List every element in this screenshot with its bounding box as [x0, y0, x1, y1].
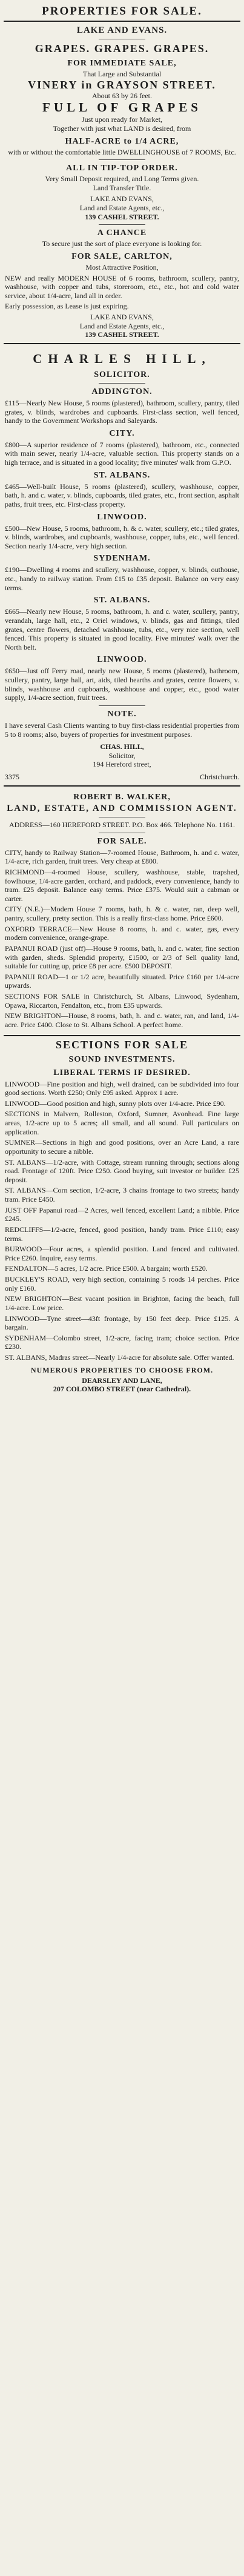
divider [99, 224, 145, 225]
advertiser-name: CHARLES HILL, [33, 351, 211, 366]
list-item: FENDALTON—5 acres, 1/2 acre. Price £500. A bargain; worth £520. [5, 1264, 208, 1273]
divider [99, 705, 145, 706]
signature: 139 CASHEL STREET. [85, 330, 159, 339]
closing-line: NUMEROUS PROPERTIES TO CHOOSE FROM. [30, 1365, 214, 1374]
text-line: Very Small Deposit required, and Long Terms given. [45, 175, 199, 184]
list-item: CITY (N.E.)—Modern House 7 rooms, bath, h. & c. water, ran, deep well, pantry, scullery, pretty section. This is a really first-class home. Price £600. [5, 905, 239, 922]
list-item: RICHMOND—4-roomed House, scullery, washhouse, stable, trapshed, fowlhouse, 1/4-acre garden, orchard, and paddock, every convenience, handy to tram. £25 deposit. Balance easy terms. Price £375. Would suit a cabman or carter. [5, 867, 239, 903]
text-line: Land Transfer Title. [93, 183, 151, 192]
divider [99, 383, 145, 384]
list-item: CITY, handy to Railway Station—7-roomed House, Bathroom, h. and c. water, 1/4-acre, rich garden, fruit trees. Very cheap at £800. [5, 848, 239, 866]
column-title: PROPERTIES FOR SALE. [4, 4, 240, 22]
listing-title: CITY. [109, 428, 135, 438]
listing-title: LINWOOD. [97, 512, 147, 522]
headline: FULL OF GRAPES [42, 100, 202, 115]
listing-text: £665—Nearly new House, 5 rooms, bathroom, h. and c. water, scullery, pantry, verandah, large hall, etc., 2 Oriel windows, v. blinds, gas and fittings, tiled grates, centre flowers, detached washhouse, tubs, etc., very nice section, well fenced. This property is situated in good locality. Five minutes' walk over the North belt. [5, 607, 239, 651]
listing-text: £115—Nearly New House, 5 rooms (plastered), bathroom, scullery, pantry, tiled grates, v. blinds, wardrobes and cupboards. First-class section, well fenced, handy to the Government Workshops and Saleyards. [5, 398, 239, 425]
list-item: SECTIONS in Malvern, Rolleston, Oxford, Sumner, Avonhead. Fine large areas, 1/2-acre up to 5 acres; all small, and all sound. Full particulars on application. [5, 1110, 239, 1136]
advert-dearsley-and-lane [4, 1036, 240, 1397]
headline: VINERY in GRAYSON STREET. [28, 78, 216, 91]
listing-section [5, 655, 239, 702]
list-item: PAPANUI ROAD—1 or 1/2 acre, beautifully situated. Price £160 per 1/4-acre upwards. [5, 972, 239, 990]
advert-lake-and-evans [4, 22, 240, 344]
subheading: LIBERAL TERMS IF DESIRED. [53, 1068, 191, 1077]
list-item: LINWOOD—Good position and high, sunny plots over 1/4-acre. Price £90. [5, 1099, 226, 1108]
signature: Land and Estate Agents, etc., [79, 321, 165, 330]
signature: LAKE AND EVANS, [90, 313, 154, 321]
listing-title: ADDINGTON. [91, 387, 153, 396]
subheading: FOR SALE, CARLTON, [71, 251, 173, 261]
reference-place: Christchurch. [200, 773, 239, 781]
section-heading: FOR SALE. [97, 836, 147, 846]
signature: 139 CASHEL STREET. [85, 212, 159, 221]
listing-text: £800—A superior residence of 7 rooms (plastered), bathroom, etc., connected with main sewer, nearly 1/4-acre, valuable section. This property stands on a high terrace, and is situated in a good locality; five minutes' walk from G.P.O. [5, 440, 239, 467]
text-line: That Large and Substantial [82, 70, 162, 78]
subheading: ALL IN TIP-TOP ORDER. [66, 164, 178, 173]
signature: LAKE AND EVANS, [90, 195, 154, 204]
advert-robert-walker [4, 787, 240, 1036]
divider [99, 159, 145, 160]
list-item: PAPANUI ROAD (just off)—House 9 rooms, bath, h. and c. water, fine section with garden, sheds. Splendid property, £1500, or 2/3 of Sell quality land, suitable for cutting up, price £8 per acre. £500 DEPOSIT. [5, 944, 239, 971]
advertiser-title: LAND, ESTATE, AND COMMISSION AGENT. [7, 804, 237, 813]
listing-section [5, 471, 239, 509]
firm-address: 207 COLOMBO STREET (near Cathedral). [53, 1385, 191, 1394]
signature-role: Solicitor, [108, 751, 136, 760]
list-item: NEW BRIGHTON—House, 8 rooms, bath, h. and c. water, ran, and land, 1/4-acre. Price £400. Close to St. Albans School. A perfect home. [5, 1011, 239, 1029]
listing-title: SYDENHAM. [93, 554, 151, 564]
listing-section [5, 596, 239, 651]
listing-section [5, 513, 239, 551]
listing-section [5, 429, 239, 467]
list-item: SECTIONS FOR SALE in Christchurch, St. Albans, Linwood, Sydenham, Opawa, Riccarton, Fendalton, etc., from £35 upwards. [5, 992, 239, 1010]
text-line: Together with just what LAND is desired, from [53, 124, 191, 133]
signature: Land and Estate Agents, etc., [79, 204, 165, 212]
paragraph: Early possession, as Lease is just expiring. [5, 302, 129, 311]
listing-title: LINWOOD. [97, 655, 147, 665]
list-item: OXFORD TERRACE—New House 8 rooms, h. and c. water, gas, every modern convenience, orange-grape. [5, 924, 239, 942]
newspaper-column [4, 4, 240, 2569]
signature-name: CHAS. HILL, [100, 742, 144, 751]
advertiser-name: ROBERT B. WALKER, [73, 793, 171, 802]
listing-section [5, 554, 239, 592]
property-list [5, 1080, 239, 1362]
list-item: SUMNER—Sections in high and good positions, over an Acre Land, a rare opportunity to secure a nibble. [5, 1138, 239, 1156]
listing-sections [5, 387, 239, 702]
list-item: NEW BRIGHTON—Best vacant position in Brighton, facing the beach, full 1/4-acre. Low price. [5, 1294, 239, 1312]
list-item: ST. ALBANS—Corn section, 1/2-acre, 3 chains frontage to two streets; handy tram. Price £450. [5, 1186, 239, 1203]
subheading: A CHANCE [97, 228, 147, 238]
list-item: LINWOOD—Fine position and high, well drained, can be subdivided into four good sections. Worth £250; Only £95 asked. Approx 1 acre. [5, 1079, 239, 1097]
advertiser-name: LAKE AND EVANS. [76, 25, 168, 35]
note-title: NOTE. [107, 709, 137, 719]
reference-number: 3375 [5, 773, 19, 781]
list-item: ST. ALBANS—1/2-acre, with Cottage, stream running through; sections along road. Frontage of 120ft. Price £250. Good buying, suit investor or builder. £25 deposit. [5, 1157, 239, 1184]
text-line: About 63 by 26 feet. [92, 91, 152, 100]
advertiser-role: SOLICITOR. [94, 370, 150, 379]
headline: SECTIONS FOR SALE [55, 1038, 189, 1051]
subheading: FOR IMMEDIATE SALE, [67, 59, 177, 68]
firm-name: DEARSLEY AND LANE, [82, 1376, 162, 1385]
list-item: BURWOOD—Four acres, a splendid position. Land fenced and cultivated. Price £260. Inquire, easy terms. [5, 1245, 239, 1262]
list-item: ST. ALBANS, Madras street—Nearly 1/4-acre for absolute sale. Offer wanted. [5, 1353, 234, 1362]
paragraph: NEW and really MODERN HOUSE of 6 rooms, bathroom, scullery, pantry, washhouse, with copper and tubs, storeroom, etc., etc., hot and cold water service, about 1/4-acre, land all in order. [5, 273, 239, 300]
listing-text: £465—Well-built House, 5 rooms (plastered), scullery, washhouse, copper, bath, h. and c. water, v. blinds, cupboards, tiled grates, etc., front section, asphalt paths, fruit trees, etc. First-class property. [5, 482, 239, 508]
list-item: BUCKLEY'S ROAD, very high section, containing 5 roods 14 perches. Price only £160. [5, 1275, 239, 1293]
list-item: LINWOOD—Tyne street—43ft frontage, by 150 feet deep. Price £125. A bargain. [5, 1314, 239, 1332]
text-line: To secure just the sort of place everyone is looking for. [42, 239, 202, 248]
note-text: I have several Cash Clients wanting to buy first-class residential properties from 5 to 8 rooms; also, buyers of properties for investment purposes. [5, 721, 239, 739]
text-line: with or without the comfortable little DWELLINGHOUSE of 7 ROOMS, Etc. [8, 147, 236, 156]
text-line: Just upon ready for Market, [82, 115, 162, 124]
listing-text: £500—New House, 5 rooms, bathroom, h. & c. water, scullery, etc.; tiled grates, v. blinds, wardrobes, and cupboards, washhouse, copper, tubs, etc., well fenced. Section nearly 1/4-acre, very high section. [5, 524, 239, 550]
list-item: SYDENHAM—Colombo street, 1/2-acre, facing tram; choice section. Price £230. [5, 1333, 239, 1351]
text-line: Most Attractive Position, [85, 262, 159, 271]
advert-charles-hill [4, 344, 240, 787]
listing-text: £190—Dwelling 4 rooms and scullery, washhouse, copper, v. blinds, outhouse, etc., handy to railway station. From £15 to £35 deposit. Balance on very easy terms. [5, 565, 239, 592]
subheading: SOUND INVESTMENTS. [68, 1054, 176, 1064]
headline: GRAPES. GRAPES. GRAPES. [35, 42, 209, 55]
ad-reference [5, 773, 239, 782]
signature-address: 194 Hereford street, [93, 760, 151, 769]
list-item: JUST OFF Papanui road—2 Acres, well fenced, excellent Land; a nibble. Price £245. [5, 1205, 239, 1223]
subheading: HALF-ACRE to 1/4 ACRE, [65, 136, 179, 146]
address: ADDRESS—160 HEREFORD STREET. P.O. Box 466. Telephone No. 1161. [9, 820, 235, 829]
list-item: REDCLIFFS—1/2-acre, fenced, good position, handy tram. Price £110; easy terms. [5, 1225, 239, 1243]
listing-text: £650—Just off Ferry road, nearly new House, 5 rooms (plastered), bathroom, scullery, pantry, large hall, art, aids, tiled hearths and grates, centre flowers, v. blinds, washhouse and cupboards, washhouse and copper, etc., good water supply, 1/4-acre section, fruit trees. [5, 667, 239, 702]
listing-title: ST. ALBANS. [93, 470, 151, 480]
listing-title: ST. ALBANS. [93, 596, 151, 605]
listing-section [5, 387, 239, 425]
property-list [5, 848, 239, 1030]
